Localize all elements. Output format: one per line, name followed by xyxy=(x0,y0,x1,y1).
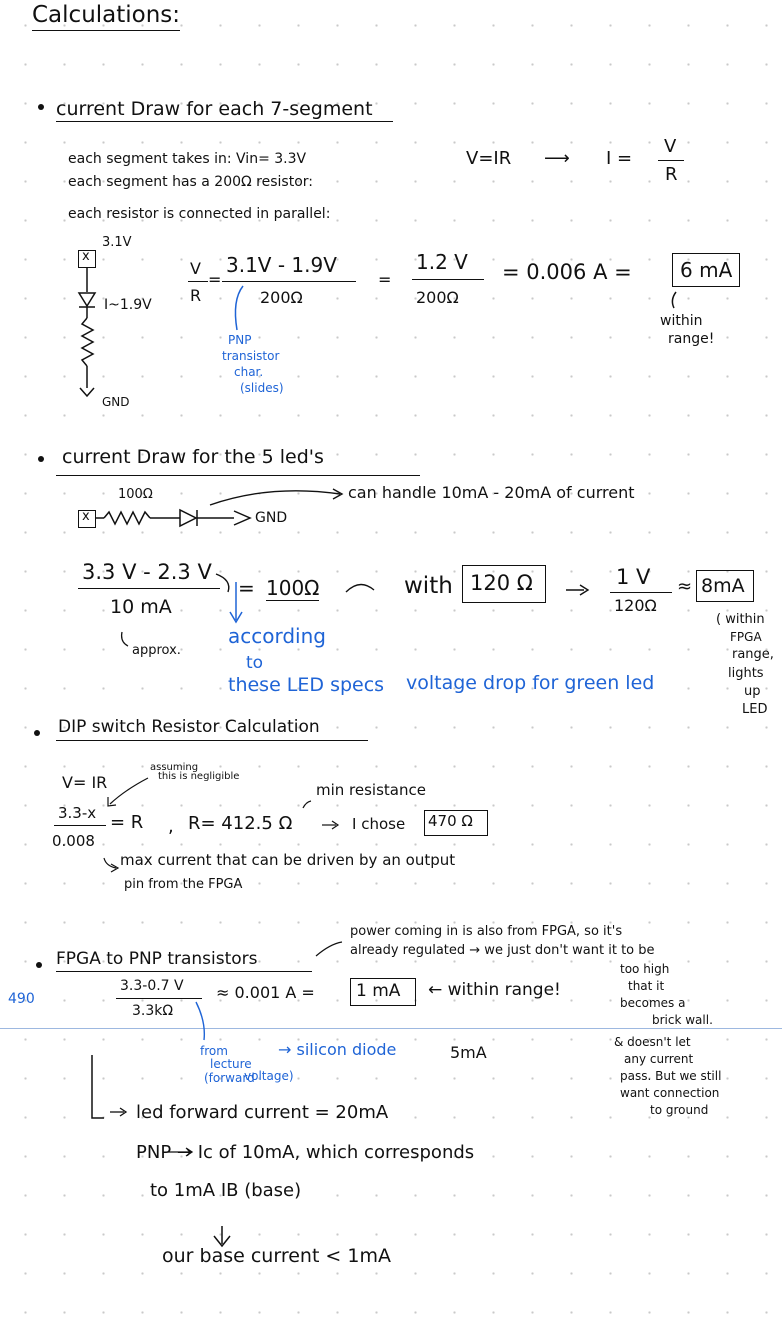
sec2-eq: = xyxy=(238,576,255,600)
num-2: 1.2 V xyxy=(416,250,468,274)
sec4-too-1: too high xyxy=(620,962,670,976)
sec4-from-2: lecture xyxy=(210,1057,252,1071)
sec2-boxed: 8mA xyxy=(701,575,745,597)
sec3-den: 0.008 xyxy=(52,832,95,850)
sec2-r120: 120 Ω xyxy=(470,571,533,595)
x-symbol-label: x xyxy=(82,249,90,264)
sec4-doesnt-2: any current xyxy=(624,1052,694,1066)
sec2-side-6: LED xyxy=(742,702,768,717)
sec2-frac-den: 120Ω xyxy=(614,596,657,615)
sec4-too-2: that it xyxy=(628,979,665,993)
led-x-label: x xyxy=(82,509,90,524)
within-1: within xyxy=(660,313,703,329)
ohms-law: V=IR xyxy=(466,148,512,169)
sec4-doesnt-5: to ground xyxy=(650,1103,709,1117)
sec4-led-forward: led forward current = 20mA xyxy=(136,1102,389,1123)
sec3-vir: V= IR xyxy=(62,773,108,792)
sec2-den: 10 mA xyxy=(110,596,172,618)
eq-1: = xyxy=(208,270,222,289)
v31-label: 3.1V xyxy=(102,235,132,250)
sec2-side-2: FPGA xyxy=(730,630,762,644)
sec4-from-1: from xyxy=(200,1044,228,1058)
sec4-from-4: voltage) xyxy=(244,1069,294,1083)
sec2-side-3: range, xyxy=(732,647,774,662)
sec4-power-2: already regulated → we just don't want it to be xyxy=(350,943,655,958)
arrow-icon: ⟶ xyxy=(544,148,570,169)
sec2-led-specs: these LED specs xyxy=(228,674,385,696)
sec4-too-4: brick wall. xyxy=(652,1013,713,1027)
sec4-power-1: power coming in is also from FPGA, so it's xyxy=(350,924,623,939)
led-handle-note: can handle 10mA - 20mA of current xyxy=(348,483,635,502)
sec4-den: 3.3kΩ xyxy=(132,1003,174,1019)
sec2-to: to xyxy=(246,653,264,673)
den-2: 200Ω xyxy=(416,288,459,307)
sec3-boxed: 470 Ω xyxy=(428,812,473,830)
sec2-side-1: ( within xyxy=(716,612,765,627)
eq-2: = xyxy=(378,270,392,289)
sec2-with: with xyxy=(404,573,453,599)
sec4-base-line: our base current < 1mA xyxy=(162,1245,391,1267)
range-1: range! xyxy=(668,331,715,347)
sec3-assume-1: assuming xyxy=(150,762,199,773)
solve-r: R xyxy=(665,164,678,185)
sec4-boxed: 1 mA xyxy=(356,981,401,1001)
result-1: = 0.006 A = xyxy=(502,260,632,284)
sec4-pnp-line: PNP → Ic of 10mA, which corresponds xyxy=(136,1142,475,1163)
sec4-from-3: (forward xyxy=(204,1071,255,1085)
solve-i: I = xyxy=(606,148,633,169)
sec4-num: 3.3-0.7 V xyxy=(120,978,184,994)
gnd-label: GND xyxy=(102,395,130,409)
den-1: 200Ω xyxy=(260,288,303,307)
sec3-max-1: max current that can be driven by an output xyxy=(120,851,456,869)
sec2-approx-eq: ≈ xyxy=(677,576,693,597)
pnp-note-4: (slides) xyxy=(240,381,284,395)
page-title: Calculations: xyxy=(32,4,180,31)
sec2-voltage-drop: voltage drop for green led xyxy=(406,672,655,694)
sec2-frac-num: 1 V xyxy=(616,565,651,589)
sec4-silicon: → silicon diode xyxy=(278,1040,397,1059)
sec3-min-res: min resistance xyxy=(316,781,426,799)
sec3-chose: I chose xyxy=(352,815,406,833)
sec4-to-line: to 1mA IB (base) xyxy=(150,1180,302,1201)
sec2-according: according xyxy=(228,624,326,648)
led-resistor-label: 100Ω xyxy=(118,487,153,502)
sec3-assume-2: this is negligible xyxy=(158,771,240,782)
sec4-doesnt-3: pass. But we still xyxy=(620,1069,722,1083)
sec3-rval: R= 412.5 Ω xyxy=(188,813,293,834)
sec4-left-490: 490 xyxy=(8,991,35,1007)
sec1-line3: each resistor is connected in parallel: xyxy=(68,206,331,222)
pnp-note-1: PNP xyxy=(228,333,252,347)
sec2-r100: 100Ω xyxy=(266,576,320,600)
sec4-too-3: becomes a xyxy=(620,996,686,1010)
solve-v: V xyxy=(664,136,677,157)
section-1-heading: current Draw for each 7-segment xyxy=(56,100,393,122)
sec2-side-5: up xyxy=(744,684,761,699)
sec4-doesnt-4: want connection xyxy=(620,1086,720,1100)
sec2-num: 3.3 V - 2.3 V xyxy=(82,560,212,584)
sec4-5ma: 5mA xyxy=(450,1043,487,1062)
frac-r: R xyxy=(190,286,202,305)
sec3-max-2: pin from the FPGA xyxy=(124,877,243,892)
sec1-line1: each segment takes in: Vin= 3.3V xyxy=(68,151,307,167)
sec1-line2: each segment has a 200Ω resistor: xyxy=(68,174,313,190)
sec3-num: 3.3-x xyxy=(58,804,97,822)
section-2-heading: current Draw for the 5 led's xyxy=(62,446,324,468)
sec3-eq-r: = R xyxy=(110,812,144,833)
boxed-result-1-text: 6 mA xyxy=(680,258,733,282)
num-1: 3.1V - 1.9V xyxy=(226,253,337,277)
frac-v: V xyxy=(190,259,201,278)
sec4-within: ← within range! xyxy=(428,980,561,1000)
sec4-doesnt-1: & doesn't let xyxy=(614,1035,691,1049)
pnp-note-3: char. xyxy=(234,365,264,379)
led-gnd-label: GND xyxy=(255,510,288,526)
sec2-approx: approx. xyxy=(132,643,181,658)
sec2-side-4: lights xyxy=(728,666,764,681)
section-4-heading: FPGA to PNP transistors xyxy=(56,949,258,969)
pnp-note-2: transistor xyxy=(222,349,280,363)
sec3-comma: , xyxy=(168,816,174,837)
vdrop-label: I~1.9V xyxy=(104,297,152,313)
section-3-heading: DIP switch Resistor Calculation xyxy=(58,717,320,737)
sec4-approx: ≈ 0.001 A = xyxy=(216,983,315,1002)
